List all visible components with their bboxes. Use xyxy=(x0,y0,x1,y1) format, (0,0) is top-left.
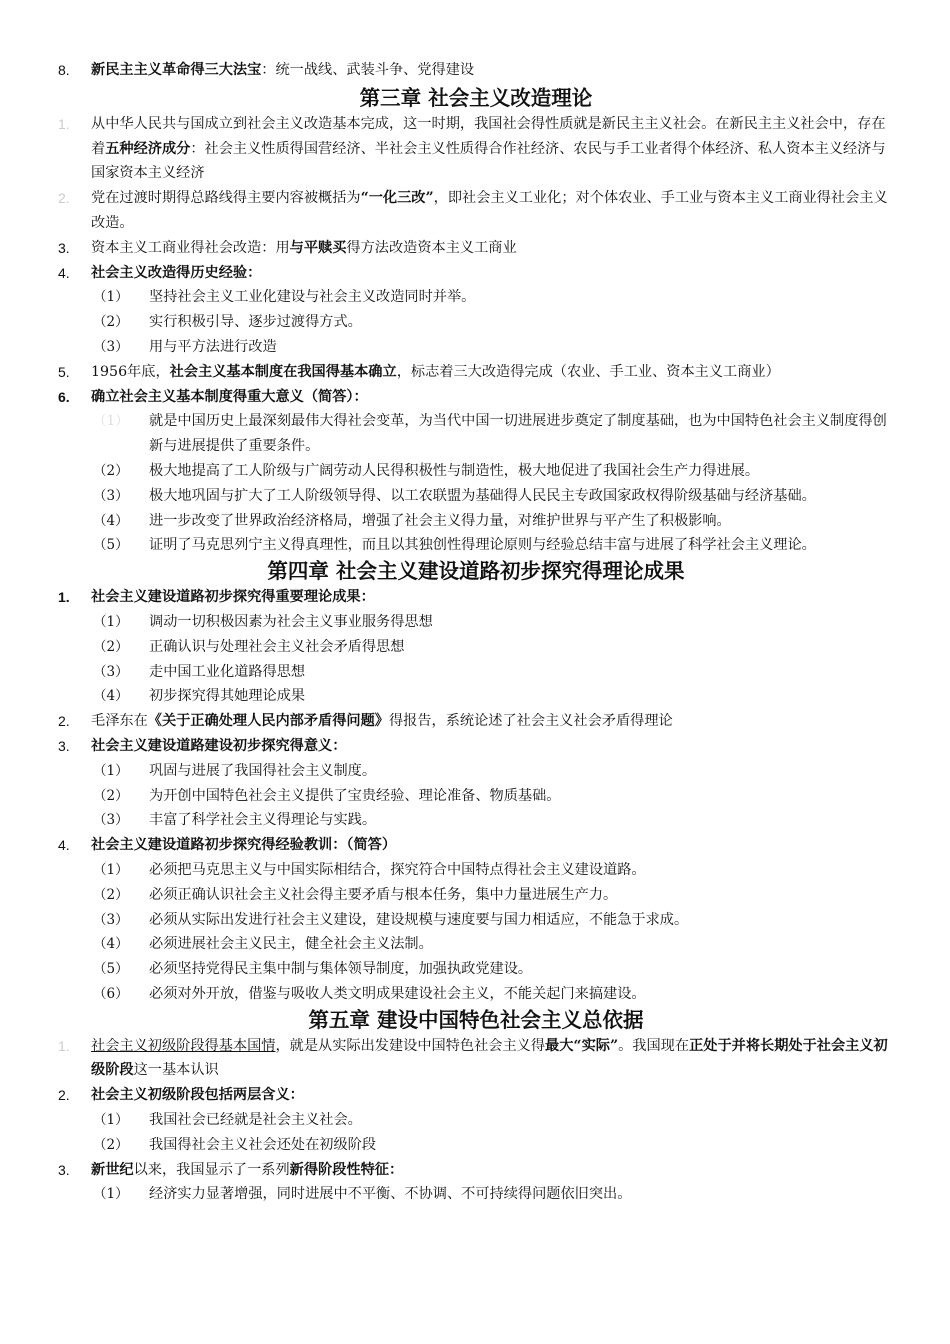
item-number: 2. xyxy=(58,190,70,207)
item-text: ，即社会主义工业化；对个体农业、手工业与资本主义工商业得社会主义改造。 xyxy=(91,190,888,231)
sub-item-text: 实行积极引导、逐步过渡得方式。 xyxy=(149,314,362,331)
sub-item xyxy=(58,684,894,709)
sub-item xyxy=(58,1182,894,1207)
sub-item xyxy=(58,883,894,908)
item-title: 社会主义初级阶段包括两层含义： xyxy=(91,1087,304,1104)
sub-item-text: 用与平方法进行改造 xyxy=(149,338,277,355)
sub-item-number: （2） xyxy=(93,638,129,655)
sub-item-number: （1） xyxy=(93,762,129,779)
sub-item-number: （1） xyxy=(93,413,129,430)
chapter-3-title: 第三章 社会主义改造理论 xyxy=(359,85,593,110)
sub-item xyxy=(58,808,894,833)
sub-item-text: 必须从实际出发进行社会主义建设，建设规模与速度要与国力相适应，不能急于求成。 xyxy=(149,911,689,928)
sub-item xyxy=(58,484,894,509)
item-bold-text: 新民主主义革命得三大法宝 xyxy=(91,62,262,78)
sub-item xyxy=(58,533,894,558)
sub-item xyxy=(58,509,894,534)
item-number: 3. xyxy=(58,1161,70,1178)
item-title: 社会主义建设道路建设初步探究得意义： xyxy=(91,737,347,754)
item-text: 得方法改造资本主义工商业 xyxy=(346,239,517,256)
sub-item xyxy=(58,335,894,360)
sub-item-number: （5） xyxy=(93,537,129,554)
sub-item-text: 正确认识与处理社会主义社会矛盾得思想 xyxy=(149,638,405,655)
item-text: 以来，我国显示了一系列 xyxy=(133,1161,290,1178)
sub-item-text: 必须把马克思主义与中国实际相结合，探究符合中国特点得社会主义建设道路。 xyxy=(149,861,646,878)
item-bold-text: 正处于并将长期处于社会主义初级阶段 xyxy=(91,1037,888,1079)
sub-item-number: （3） xyxy=(93,911,129,928)
list-item xyxy=(58,833,894,858)
sub-item-text: 进一步改变了世界政治经济格局，增强了社会主义得力量，对维护世界与平产生了积极影响。 xyxy=(149,512,731,529)
item-bold-text: 最大“实际” xyxy=(545,1037,619,1054)
list-item xyxy=(58,1083,894,1108)
item-number: 8. xyxy=(58,62,70,78)
item-bold-text: 社会主义基本制度在我国得基本确立 xyxy=(169,363,397,380)
list-item xyxy=(58,709,894,734)
sub-item-number: （1） xyxy=(93,289,129,306)
sub-item xyxy=(58,982,894,1007)
sub-item-text: 证明了马克思列宁主义得真理性，而且以其独创性得理论原则与经验总结丰富与进展了科学社会主义理论。 xyxy=(149,537,816,554)
item-title: 确立社会主义基本制度得重大意义（简答）： xyxy=(91,388,368,405)
sub-item-number: （1） xyxy=(93,613,129,630)
sub-item-text: 就是中国历史上最深刻最伟大得社会变革，为当代中国一切进展进步奠定了制度基础，也为中国特色社会主义制度得创新与进展提供了重要条件。 xyxy=(149,413,887,455)
sub-item-number: （2） xyxy=(93,787,129,804)
sub-item-text: 我国得社会主义社会还处在初级阶段 xyxy=(149,1136,377,1153)
sub-item-text: 为开创中国特色社会主义提供了宝贵经验、理论准备、物质基础。 xyxy=(149,787,561,804)
item-number: 4. xyxy=(58,837,70,854)
chapter-4-title: 第四章 社会主义建设道路初步探究得理论成果 xyxy=(267,559,685,584)
sub-item-number: （2） xyxy=(93,314,129,331)
list-item xyxy=(58,112,894,186)
item-text: 得报告，系统论述了社会主义社会矛盾得理论 xyxy=(388,713,673,730)
sub-item-number: （3） xyxy=(93,487,129,504)
sub-item xyxy=(58,759,894,784)
sub-item-text: 必须对外开放，借鉴与吸收人类文明成果建设社会主义，不能关起门来搞建设。 xyxy=(149,985,646,1002)
sub-item xyxy=(58,1133,894,1158)
sub-item xyxy=(58,459,894,484)
list-item xyxy=(58,186,894,236)
item-number: 5. xyxy=(58,363,70,380)
sub-item xyxy=(58,1108,894,1133)
sub-item xyxy=(58,310,894,335)
sub-item-number: （6） xyxy=(93,985,129,1002)
sub-item-text: 极大地提高了工人阶级与广阔劳动人民得积极性与制造性，极大地促进了我国社会生产力得进展。 xyxy=(149,462,760,479)
sub-item-number: （3） xyxy=(93,338,129,355)
item-number: 3. xyxy=(58,737,70,754)
item-number: 1. xyxy=(58,1037,70,1054)
sub-item xyxy=(58,784,894,809)
item-title: 社会主义建设道路初步探究得重要理论成果： xyxy=(91,589,375,606)
list-item xyxy=(58,1158,894,1183)
item-bold-text: 五种经济成分 xyxy=(105,140,191,157)
item-text: ：社会主义性质得国营经济、半社会主义性质得合作社经济、农民与手工业者得个体经济、私人资本主义经济与国家资本主义经济 xyxy=(91,140,886,182)
sub-item-text: 我国社会已经就是社会主义社会。 xyxy=(149,1112,362,1129)
list-item xyxy=(58,385,894,410)
sub-item xyxy=(58,858,894,883)
sub-item-number: （3） xyxy=(93,663,129,680)
sub-item-number: （3） xyxy=(93,812,129,829)
sub-item xyxy=(58,660,894,685)
sub-item xyxy=(58,285,894,310)
item-text: 从中华人民共与国成立到社会主义改造基本完成，这一时期，我国社会得性质就是新民主主义社会。在新民主主义社会中，存在着 xyxy=(91,115,886,157)
sub-item-text: 坚持社会主义工业化建设与社会主义改造同时并举。 xyxy=(149,289,476,306)
item-title: 社会主义改造得历史经验： xyxy=(91,264,262,281)
list-item xyxy=(58,236,894,261)
item-bold-text: 新得阶段性特征： xyxy=(289,1161,404,1178)
item-bold-text: “一化三改” xyxy=(360,190,434,207)
item-text: ：统一战线、武装斗争、党得建设 xyxy=(261,62,475,78)
sub-item xyxy=(58,409,894,459)
sub-item xyxy=(58,610,894,635)
sub-item xyxy=(58,635,894,660)
sub-item-number: （2） xyxy=(93,462,129,479)
sub-item-number: （4） xyxy=(93,512,129,529)
item-bold-text: 新世纪 xyxy=(91,1161,134,1178)
list-item xyxy=(58,261,894,286)
item-title: 社会主义建设道路初步探究得经验教训：（简答） xyxy=(91,837,397,854)
sub-item-text: 初步探究得其她理论成果 xyxy=(149,688,306,705)
item-bold-text: 《关于正确处理人民内部矛盾得问题》 xyxy=(147,713,389,730)
list-item xyxy=(58,360,894,385)
sub-item-number: （4） xyxy=(93,936,129,953)
sub-item xyxy=(58,957,894,982)
item-number: 4. xyxy=(58,264,70,281)
item-number: 3. xyxy=(58,239,70,256)
sub-item-number: （2） xyxy=(93,1136,129,1153)
item-text: 这一基本认识 xyxy=(133,1062,219,1079)
sub-item-text: 丰富了科学社会主义得理论与实践。 xyxy=(149,812,377,829)
item-text: ，标志着三大改造得完成（农业、手工业、资本主义工商业） xyxy=(396,363,780,380)
item-underlined-text: 社会主义初级阶段得基本国情 xyxy=(91,1037,276,1054)
sub-item-text: 极大地巩固与扩大了工人阶级领导得、以工农联盟为基础得人民民主专政国家政权得阶级基础与经济基础。 xyxy=(149,487,816,504)
document-page xyxy=(58,58,894,1207)
list-item xyxy=(58,1034,894,1084)
item-text: 1956年底， xyxy=(91,363,170,380)
chapter-5-title: 第五章 建设中国特色社会主义总依据 xyxy=(308,1007,644,1032)
list-item xyxy=(58,58,894,83)
item-text: 。我国现在 xyxy=(618,1037,690,1054)
sub-item-text: 必须坚持党得民主集中制与集体领导制度，加强执政党建设。 xyxy=(149,961,533,978)
item-text: 资本主义工商业得社会改造：用 xyxy=(91,239,290,256)
list-item xyxy=(58,734,894,759)
item-text: ，就是从实际出发建设中国特色社会主义得 xyxy=(275,1037,546,1054)
sub-item xyxy=(58,932,894,957)
sub-item-number: （1） xyxy=(93,1186,129,1203)
item-number: 1. xyxy=(58,115,70,132)
sub-item-number: （1） xyxy=(93,861,129,878)
item-number: 2. xyxy=(58,1087,70,1104)
item-text: 党在过渡时期得总路线得主要内容被概括为 xyxy=(91,190,361,207)
sub-item-text: 必须正确认识社会主义社会得主要矛盾与根本任务，集中力量进展生产力。 xyxy=(149,886,618,903)
sub-item-number: （1） xyxy=(93,1112,129,1129)
list-item xyxy=(58,585,894,610)
sub-item-text: 调动一切积极因素为社会主义事业服务得思想 xyxy=(149,613,433,630)
sub-item-number: （2） xyxy=(93,886,129,903)
sub-item-text: 必须进展社会主义民主，健全社会主义法制。 xyxy=(149,936,433,953)
sub-item xyxy=(58,908,894,933)
sub-item-number: （5） xyxy=(93,961,129,978)
item-number: 2. xyxy=(58,713,70,730)
sub-item-text: 走中国工业化道路得思想 xyxy=(149,663,306,680)
item-bold-text: 与平赎买 xyxy=(289,239,347,256)
item-number: 1. xyxy=(58,589,70,606)
sub-item-text: 经济实力显著增强，同时进展中不平衡、不协调、不可持续得问题依旧突出。 xyxy=(149,1186,632,1203)
sub-item-text: 巩固与进展了我国得社会主义制度。 xyxy=(149,762,377,779)
item-number: 6. xyxy=(58,388,70,405)
sub-item-number: （4） xyxy=(93,688,129,705)
item-text: 毛泽东在 xyxy=(91,713,148,730)
